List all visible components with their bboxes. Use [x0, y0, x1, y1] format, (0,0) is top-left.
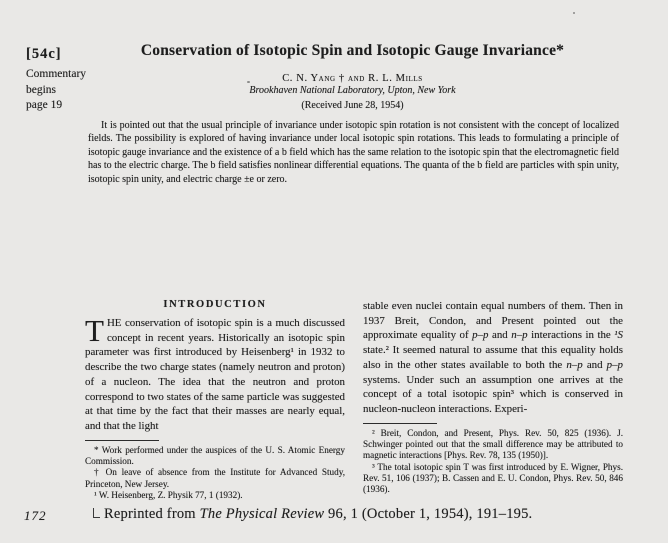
reprint-tag: [54c]: [26, 46, 62, 62]
body-text-segment: state.² It seemed natural to assume that this equality holds also in the other states available to both the: [363, 344, 623, 371]
page-number: 172: [24, 508, 47, 523]
received-date-line: (Received June 28, 1954): [301, 100, 404, 111]
reprint-credit-suffix: 96, 1 (October 1, 1954), 191–195.: [324, 506, 533, 522]
footnote-rule: [363, 423, 437, 424]
body-text-segment: stable even nuclei contain equal numbers of them. Then in 1937 Breit, Condon, and Present pointed out the approximate equality of: [363, 300, 623, 342]
paper-title: Conservation of Isotopic Spin and Isotopic Gauge Invariance*: [140, 42, 565, 59]
body-text-segment: interactions in the: [527, 329, 615, 342]
body-text-segment: and: [582, 358, 607, 371]
authors-line: C. N. Yang † and R. L. Mills: [282, 73, 423, 84]
scan-speck: [247, 81, 250, 83]
introduction-paragraph-text: HE conservation of isotopic spin is a much discussed concept in recent years. Historically an isotopic spin parameter was first introduced by Heisenberg¹ in 1932 to describe the two charge states (namely neutron and proton) of a nucleon. The idea that the neutron and proton correspond to two states of the same particle was suggested at that time by the fact that their masses are nearly equal, and that the light: [85, 317, 345, 432]
abstract-paragraph: It is pointed out that the usual principle of invariance under isotopic spin rotation is not consistent with the concept of localized fields. The possibility is explored of having invariance under local isotopic spin rotations. This leads to formulating a principle of isotopic gauge invariance and the existence of a b field which has the same relation to the isotopic spin that the electromagnetic field has to the electric charge. The b field satisfies nonlinear differential equations. The quanta of the b field are particles with spin unity, isotopic spin unity, and electric charge ±e or zero.: [88, 120, 619, 185]
left-column: [85, 299, 345, 501]
paper-header: [85, 42, 620, 111]
footnote-rule: [85, 440, 159, 441]
body-text-segment: systems. Under such an assumption one arrives at the concept of a total isotopic spin³ which is conserved in nucleon-nucleon interactions. Experi-: [363, 373, 623, 415]
footnote-work: * Work performed under the auspices of the U. S. Atomic Energy Commission.: [85, 444, 345, 466]
journal-title: The Physical Review: [199, 506, 325, 522]
introduction-paragraph: [85, 313, 345, 434]
footnote-heisenberg: ¹ W. Heisenberg, Z. Physik 77, 1 (1932).: [94, 489, 243, 500]
body-text-segment-italic: ¹S: [614, 329, 623, 342]
scan-speck: [573, 12, 575, 14]
commentary-note: [26, 67, 86, 114]
body-text-segment: and: [488, 329, 512, 342]
commentary-note-line: page 19: [26, 99, 63, 111]
footnote-leave: † On leave of absence from the Institute for Advanced Study, Princeton, New Jersey.: [85, 467, 345, 489]
reprint-credit-line: [93, 506, 532, 523]
body-text-segment-italic: n–p: [566, 358, 583, 371]
body-text-segment-italic: p–p: [472, 329, 489, 342]
dropcap-letter: T: [85, 313, 104, 348]
introduction-paragraph-continued: [363, 299, 623, 417]
introduction-heading: INTRODUCTION: [163, 299, 267, 310]
commentary-note-line: Commentary: [26, 68, 87, 80]
affiliation-line: Brookhaven National Laboratory, Upton, New York: [249, 85, 456, 96]
right-column: [363, 299, 623, 495]
body-text-segment-italic: p–p: [606, 358, 623, 371]
commentary-note-line: begins: [26, 83, 57, 96]
footnote-wigner: ³ The total isotopic spin T was first introduced by E. Wigner, Phys. Rev. 51, 106 (1937); B. Cassen and E. U. Condon, Phys. Rev. 50, 846 (1936).: [363, 461, 623, 495]
reprint-credit-prefix: Reprinted from: [104, 506, 200, 522]
corner-bracket-icon: [93, 508, 100, 518]
footnote-breit: ² Breit, Condon, and Present, Phys. Rev. 50, 825 (1936). J. Schwinger pointed out that the small difference may be attributed to magnetic interactions [Phys. Rev. 78, 135 (1950)].: [363, 427, 623, 461]
body-text-segment-italic: n–p: [511, 329, 528, 342]
